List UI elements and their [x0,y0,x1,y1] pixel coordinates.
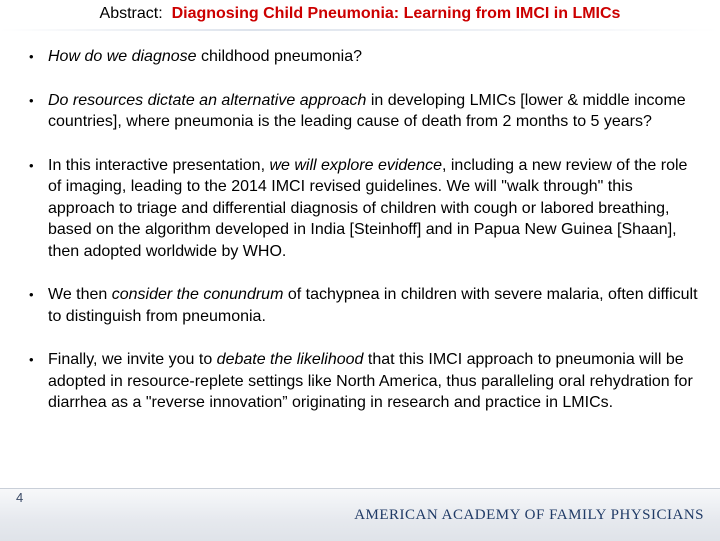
bullet-item-resources [22,90,702,133]
bullet-text: in developing LMICs [lower & middle income countries], where pneumonia is the leading cause of death from 2 months to 5 years? [48,91,686,130]
bullet-text-italic: Do resources dictate an alternative approach [48,91,367,109]
bullet-text-italic: we will explore evidence [269,156,442,174]
bullet-item-debate [22,349,702,414]
bullet-marker: • [29,49,34,64]
slide-title [0,4,720,24]
bullet-marker: • [29,157,34,173]
bullet-text: In this interactive presentation, [48,156,270,174]
page-number: 4 [16,490,24,505]
bullet-text: Finally, we invite you to [48,351,217,368]
bullet-text-italic: debate the likelihood [216,351,364,368]
bullet-item-conundrum [22,284,702,327]
bullet-list [22,46,702,414]
bullet-text-italic: consider the conundrum [111,286,284,303]
title-label: Abstract: [99,5,163,22]
bullet-marker: • [29,92,34,108]
bullet-marker: • [29,352,34,367]
bullet-text: that this IMCI approach to pneumonia will be adopted in resource-replete settings like North America, thus paralleling oral rehydration for diarrhea as a "reverse innovation” originating in research and practice in LMICs. [48,351,693,411]
bullet-text: We then [48,286,112,303]
bullet-text: of tachypnea in children with severe malaria, often difficult to distinguish from pneumonia. [48,286,698,325]
organization-logo-text: AMERICAN ACADEMY OF FAMILY PHYSICIANS [354,507,704,523]
bullet-text: , including a new review of the role of imaging, leading to the 2014 IMCI revised guidelines. We will "walk through" this approach to triage and differential diagnosis of children with cough or labored breathing, based on the algorithm developed in India [Steinhoff] and in Papua New Guinea [Shaan], then adopted worldwide by WHO. [48,156,688,260]
bullet-item-diagnose [22,46,702,68]
bullet-text-italic: How do we diagnose [48,48,197,65]
bullet-item-presentation [22,155,702,263]
bullet-text: childhood pneumonia? [196,48,363,65]
bullet-marker: • [29,287,34,302]
title-text: Diagnosing Child Pneumonia: Learning from IMCI in LMICs [171,5,621,22]
title-divider [0,29,720,31]
